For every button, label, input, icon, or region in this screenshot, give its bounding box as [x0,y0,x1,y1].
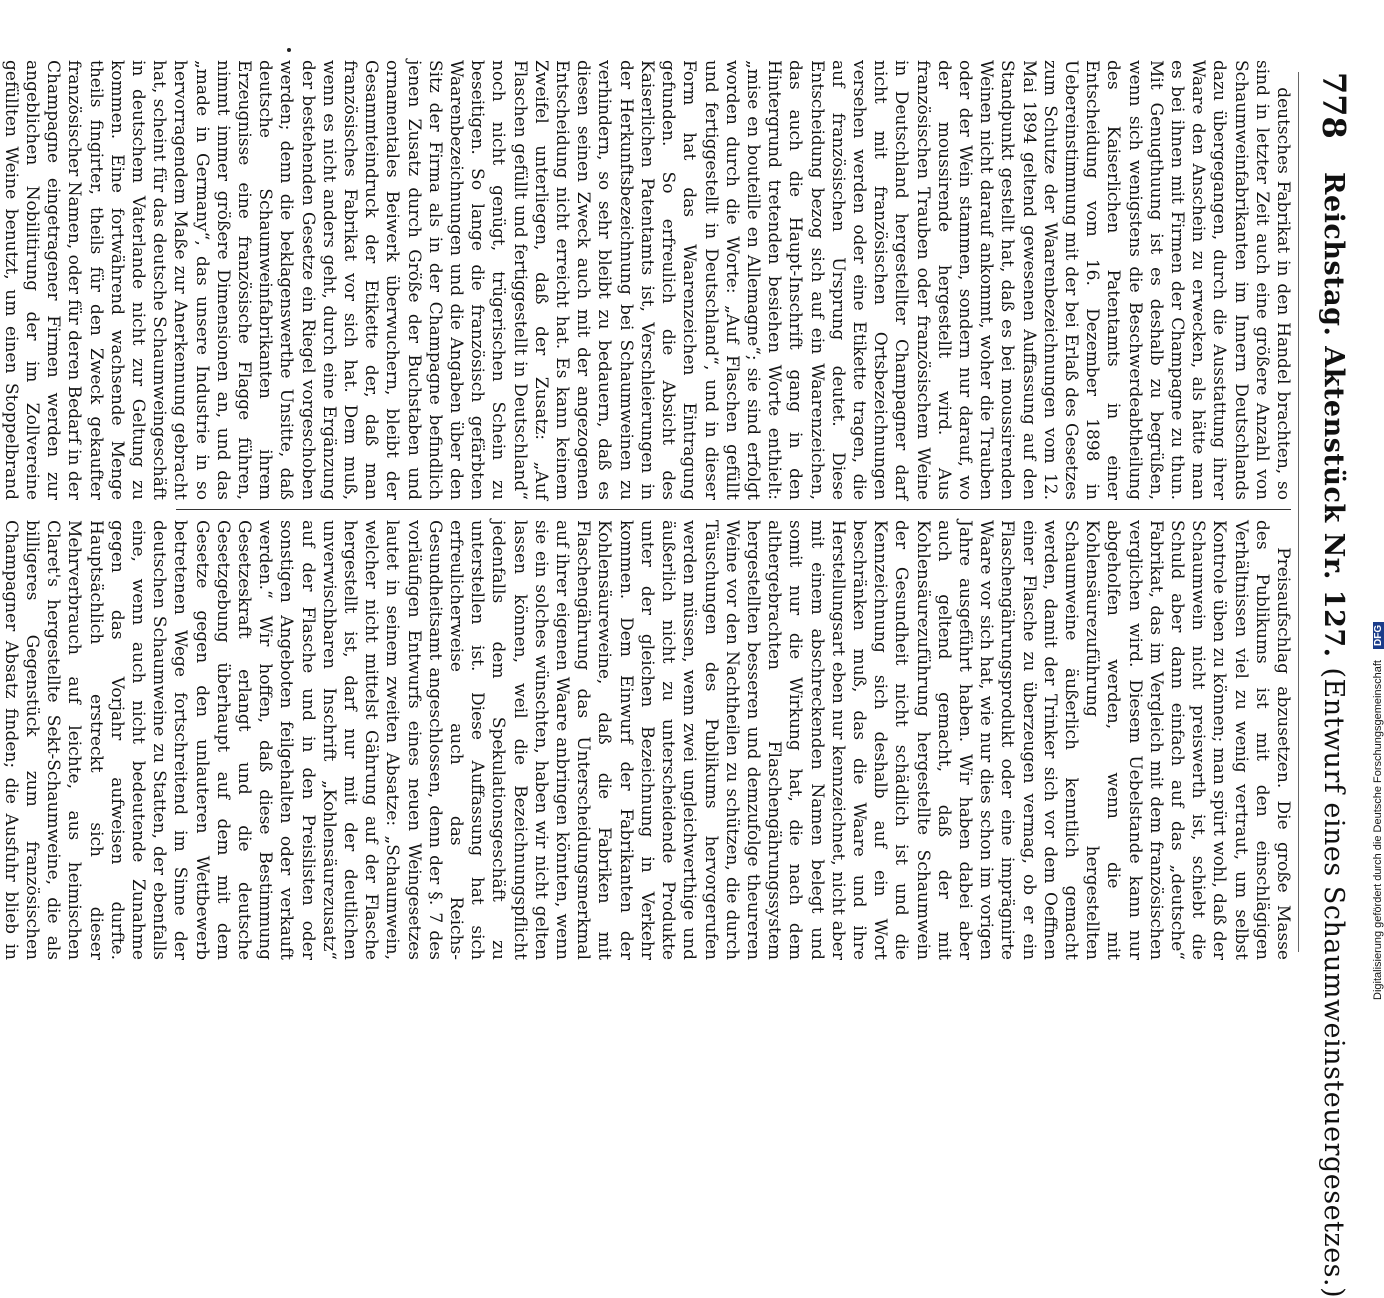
right-column [0,520,1293,960]
paragraph: Preisaufschlag abzusetzen. Die große Masse des Publikums ist mit den einschlägigen Verhältnissen viel zu wenig vertraut, um selbst Kontrole üben zu können; man spürt wohl, daß der Schaumwein nicht preiswerth ist, schiebt die Schuld aber dann einfach auf das „deutsche“ Fabrikat, das im Vergleich mit dem französischen verglichen wird. Diesem Uebelstande kann nur abgeholfen werden, wenn die mit Kohlensäurezuführung hergestellten Schaumweine äußerlich kenntlich gemacht werden, damit der Trinker sich vor dem Oeffnen einer Flasche zu überzeugen vermag, ob er ein Flaschengährungsprodukt oder eine imprägnirte Waare vor sich hat, wie nur dies schon im vorigen Jahre ausgeführt haben. Wir haben dabei aber auch geltend gemacht, daß der mit Kohlensäurezuführung hergestellte Schaumwein der Gesundheit nicht schädlich ist und die Kennzeichnung sich deshalb auf ein Wort beschränken muß, das die Waare und ihre Herstellungsart eben nur kennzeichnet, nicht aber mit einem abschreckenden Namen belegt und somit nur die Wirkung hat, die nach dem althergebrachten Flaschengährungssystem hergestellten besseren und demzufolge theureren Weine vor den Nachtheilen zu schützen, die durch Täuschungen des Publikums hervorgerufen werden müssen, wenn zwei ungleichwerthige und äußerlich nicht zu unterscheidende Produkte unter der gleichen Bezeichnung in Verkehr kommen. Dem Einwurf der Fabrikanten der Kohlensäureweine, daß die Fabriken mit Flaschengährung das Unterscheidungsmerkmal auf ihrer eigenen Waare anbringen könnten, wenn sie ein solches wünschten, haben wir nicht gelten lassen können, weil die Bezeichnungspflicht jedenfalls dem Spekulationsgeschäft zu unterstellen ist. Diese Auffassung hat sich erfreulicherweise auch das Reichs-Gesundheitsamt angeschlossen, denn der §. 7 des vorläufigen Entwurfs eines neuen Weingesetzes lautet in seinem zweiten Absatze: „Schaumwein, welcher nicht mittelst Gährung auf der Flasche hergestellt ist, darf nur mit der deutlichen unverwischbaren Inschrift „Kohlensäurezusatz“ auf der Flasche und in den Preislisten oder sonstigen Angeboten feilgehalten oder verkauft werden.“ Wir hoffen, daß diese Bestimmung Gesetzeskraft erlangt und die deutsche Gesetzgebung überhaupt auf dem mit dem Gesetze gegen den unlauteren Wettbewerb betretenen Wege fortschreitend im Sinne der deutschen Schaumweine zu Statten, der ebenfalls eine, wenn auch nicht bedeutende Zunahme gegen das Vorjahr aufweisen durfte. Hauptsächlich erstreckt sich dieser Mehrverbrauch auf leichte, aus heimischen Claret's hergestellte Sekt-Schaumweine, die als billigeres Gegenstück zum französischen Champagner Absatz finden; die Ausfuhr blieb in [0,520,1293,960]
running-title-sub: (Entwurf eines Schaumweinsteuergesetzes.) [1318,667,1349,1298]
ink-speck [287,48,291,52]
column-divider [176,509,1291,510]
digitization-credit [1372,622,1384,1000]
header-rule [1298,72,1299,952]
paragraph: deutsches Fabrikat in den Handel brachten, so sind in letzter Zeit auch eine größere Anzahl von Schaumweinfabrikanten im Innern Deutschlands dazu übergegangen, durch die Ausstattung ihrer Waare den Anschein zu erwecken, als hätte man es bei ihnen mit Firmen der Champagne zu thun. Mit Genugthuung ist es deshalb zu begrüßen, wenn sich wenigstens die Beschwerdeabtheilung des Kaiserlichen Patentamts in einer Entscheidung vom 16. Dezember 1898 in Uebereinstimmung mit der bei Erlaß des Gesetzes zum Schutze der Waarenbezeichnungen vom 12. Mai 1894 geltend gewesenen Auffassung auf den Standpunkt gestellt hat, daß es bei moussirenden Weinen nicht darauf ankommt, woher die Trauben oder der Wein stammen, sondern nur darauf, wo der moussirende hergestellt wird. Aus französischen Trauben oder französischem Weine in Deutschland hergestellter Champagner darf nicht mit französischen Ortsbezeichnungen versehen werden oder eine Etikette tragen, die auf französischen Ursprung deutet. Diese Entscheidung bezog sich auf ein Waarenzeichen, das auch die Haupt-Inschrift gang in den Hintergrund tretenden besiehen Worte enthielt: „mise en bouteille en Allemagne“; sie sind erfolgt worden durch die Worte: „Auf Flaschen gefüllt und fertiggestellt in Deutschland“, und in dieser Form hat das Waarenzeichen Eintragung gefunden. So erfreulich die Absicht des Kaiserlichen Patentamts ist, Verschleierungen in der Herkunftsbezeichnung bei Schaumweinen zu verhindern, so sehr bleibt zu bedauern, daß es diesen seinen Zweck auch mit der angezogenen Entscheidung nicht erreicht hat. Es kann keinem Zweifel unterliegen, daß der Zusatz: „Auf Flaschen gefüllt und fertiggestellt in Deutschland“ noch nicht genügt, trügerischen Schein zu beseitigen. So lange die französisch gefärbten Waarenbezeichnungen und die Angaben über den Sitz der Firma als in der Champagne befindlich jenen Zusatz durch Größe der Buchstaben und ornamentales Beiwerk überwuchern, bleibt der Gesammteindruck der Etikette der, daß man französisches Fabrikat vor sich hat. Dem muß, wenn es nicht anders geht, durch eine Ergänzung der bestehenden Gesetze ein Riegel vorgeschoben werden; denn die beklagenswerthe Unsitte, daß deutsche Schaumweinfabrikanten ihrem Erzeugnisse eine französische Flagge führen, nimmt immer größere Dimensionen an, und das „made in Germany“, das unsere Industrie in so hervorragendem Maße zur Anerkennung gebracht hat, scheint für das deutsche Schaumweingeschäft in deutschem Vaterlande nicht zur Geltung zu kommen. Eine fortwährend wachsende Menge theils fingirter, theils für den Zweck gekaufter französischer Namen, oder für deren Bedarf in der Champagne eingetragener Firmen werden zur angeblichen Nobilitirung der im Zollvereine gefüllten Weine benutzt, um einen Stoppelbrand [0,60,1293,500]
running-title [1318,172,1349,1298]
dfg-logo: DFG [1373,622,1384,649]
page-number: 778 [1315,72,1353,139]
left-column [0,60,1293,500]
page-header [1293,72,1353,1298]
running-title-main: Reichstag. Aktenstück Nr. 127. [1318,172,1349,658]
credit-text: Digitalisierung gefördert durch die Deutsche Forschungsgemeinschaft [1372,660,1384,1000]
